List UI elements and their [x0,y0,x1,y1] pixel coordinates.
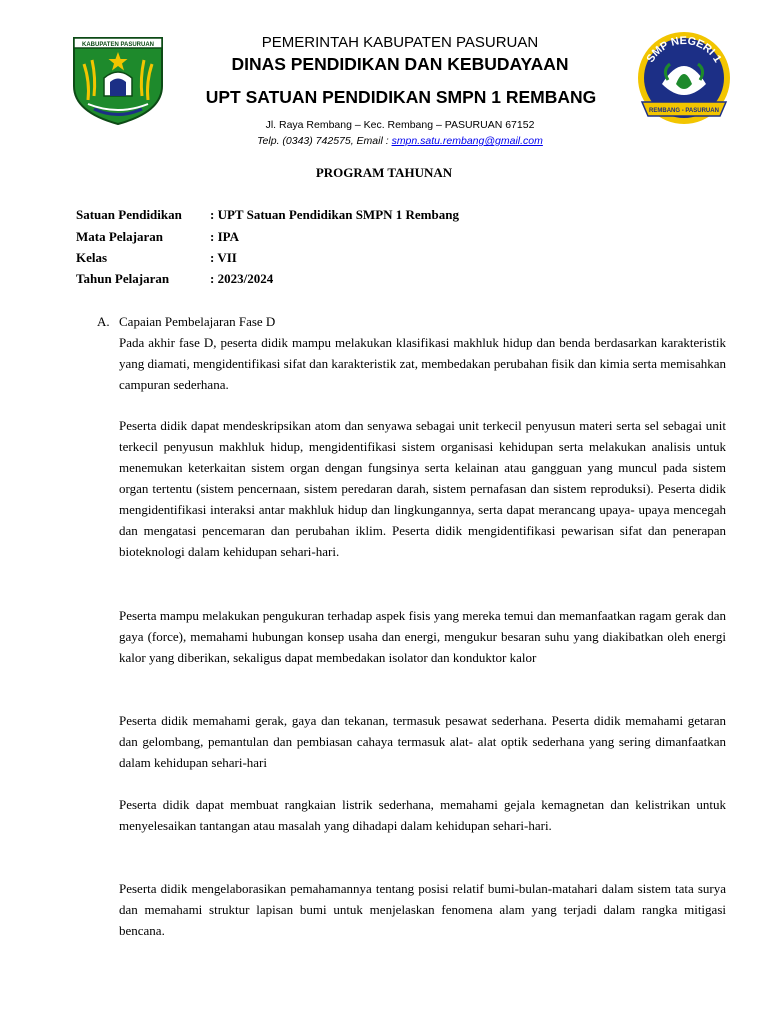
paragraph-5: Peserta didik dapat membuat rangkaian listrik sederhana, memahami gejala kemagnetan dan kelistrikan untuk menyelesaikan tantangan atau masalah yang dihadapi dalam kehidupan sehari-hari. [119,797,726,833]
smpn-1-rembang-logo-icon [632,24,736,128]
logo-ribbon-text: REMBANG - PASURUAN [649,108,719,114]
email-link[interactable]: smpn.satu.rembang@gmail.com [391,135,543,147]
kabupaten-pasuruan-logo-icon [70,34,166,126]
document-title: PROGRAM TAHUNAN [315,165,453,180]
paragraph-3: Peserta mampu melakukan pengukuran terhadap aspek fisis yang mereka temui dan memanfaatkan ragam gerak dan gaya (force), memahami hubungan konsep usaha dan energi, mengukur besaran suhu yang diakibatkan oleh energi kalor yang diberikan, sekaligus dapat membedakan isolator dan konduktor kalor [119,608,726,665]
info-label: Mata Pelajaran [76,229,164,244]
info-value: : 2023/2024 [210,271,274,286]
school-name: UPT SATUAN PENDIDIKAN SMPN 1 REMBANG [205,87,597,107]
section-marker: A. [97,314,110,329]
info-row-kelas [76,250,237,266]
info-label: Satuan Pendidikan [76,207,182,222]
info-row-tahun [76,271,273,287]
government-name: PEMERINTAH KABUPATEN PASURUAN [261,34,539,51]
section-heading [97,314,275,330]
info-label: Kelas [76,250,108,265]
info-row-mapel [76,229,239,245]
paragraph-6: Peserta didik mengelaborasikan pemahamannya tentang posisi relatif bumi-bulan-matahari dalam sistem tata surya dan memahami struktur lapisan bumi untuk menjelaskan fenomena alam yang terjadi dalam rangka mitigasi bencana. [119,881,726,938]
logo-right-text: SMP NEGERI 1 [644,34,724,65]
contact-line [160,135,640,147]
info-row-satuan [76,207,459,223]
paragraph-1: Pada akhir fase D, peserta didik mampu melakukan klasifikasi makhluk hidup dan benda berdasarkan karakteristik yang diamati, mengidentifikasi sifat dan karakteristik zat, membedakan perubahan fisik dan kimia serta memisahkan campuran sederhana. [119,335,726,392]
phone-text: Telp. (0343) 742575, Email : [257,135,392,147]
info-value: : UPT Satuan Pendidikan SMPN 1 Rembang [210,207,459,222]
section-title: Capaian Pembelajaran Fase D [119,314,276,329]
school-address: Jl. Raya Rembang – Kec. Rembang – PASURUAN 67152 [265,119,535,131]
info-label: Tahun Pelajaran [76,271,170,286]
paragraph-4: Peserta didik memahami gerak, gaya dan tekanan, termasuk pesawat sederhana. Peserta didik memahami getaran dan gelombang, pemantulan dan pembiasan cahaya termasuk alat- alat optik sederhana yang sering dimanfaatkan dalam kehidupan sehari-hari [119,713,726,770]
logo-left-text: KABUPATEN PASURUAN [82,42,154,48]
info-value: : VII [210,250,237,265]
info-value: : IPA [210,229,240,244]
department-name: DINAS PENDIDIKAN DAN KEBUDAYAAN [231,54,569,74]
paragraph-2: Peserta didik dapat mendeskripsikan atom dan senyawa sebagai unit terkecil penyusun materi serta sel sebagai unit terkecil penyusun makhluk hidup, mengidentifikasi sistem organisasi kehidupan serta melakukan analisis untuk menemukan keterkaitan sistem organ dengan fungsinya serta kelainan atau gangguan yang muncul pada sistem organ tertentu (sistem pencernaan, sistem peredaran darah, sistem pernafasan dan sistem reproduksi). Peserta didik mengidentifikasi interaksi antar makhluk hidup dan lingkungannya, serta dapat merancang upaya- upaya mencegah dan mengatasi pencemaran dan perubahan iklim. Peserta didik mengidentifikasi pewarisan sifat dan penerapan bioteknologi dalam kehidupan sehari-hari. [119,418,726,559]
